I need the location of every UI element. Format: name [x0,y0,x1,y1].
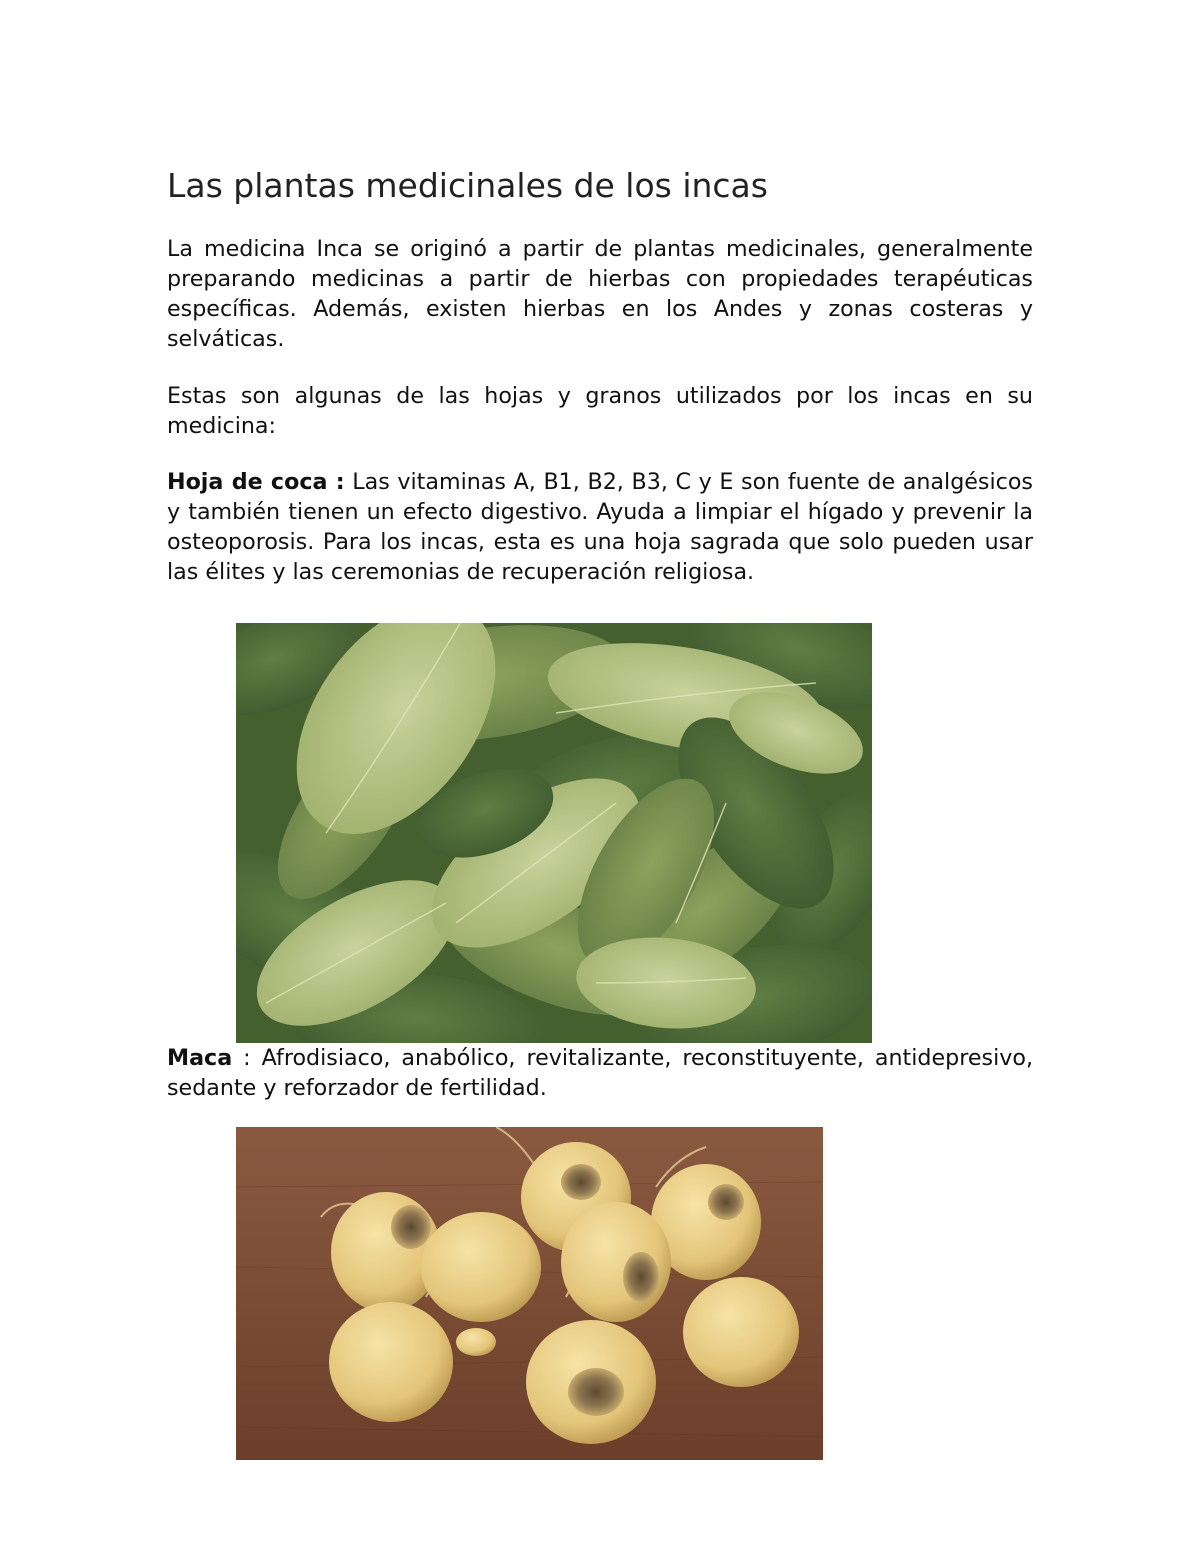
entry-coca [167,467,1033,587]
coca-leaves-photo [236,623,872,1043]
coca-leaves-illustration [236,623,872,1043]
entry-term: Maca [167,1045,233,1071]
entry-description: Las vitaminas A, B1, B2, B3, C y E son fuente de analgésicos y también tienen un efecto digestivo. Ayuda a limpiar el hígado y prevenir la osteoporosis. Para los incas, esta es una hoja sagrada que solo pueden usar las élites y las ceremonias de recuperación religiosa. [167,469,1033,585]
entry-description: : Afrodisiaco, anabólico, revitalizante, reconstituyente, antidepresivo, sedante y reforzador de fertilidad. [167,1045,1033,1101]
entry-maca [167,1043,1033,1103]
maca-roots-photo [236,1127,823,1460]
intro-paragraph: La medicina Inca se originó a partir de plantas medicinales, generalmente preparando medicinas a partir de hierbas con propiedades terapéuticas específicas. Además, existen hierbas en los Andes y zonas costeras y selváticas. [167,236,1033,352]
document-title: Las plantas medicinales de los incas [167,166,768,205]
maca-roots-illustration [236,1127,823,1460]
entry-term: Hoja de coca : [167,469,345,495]
lead-paragraph: Estas son algunas de las hojas y granos utilizados por los incas en su medicina: [167,383,1033,439]
